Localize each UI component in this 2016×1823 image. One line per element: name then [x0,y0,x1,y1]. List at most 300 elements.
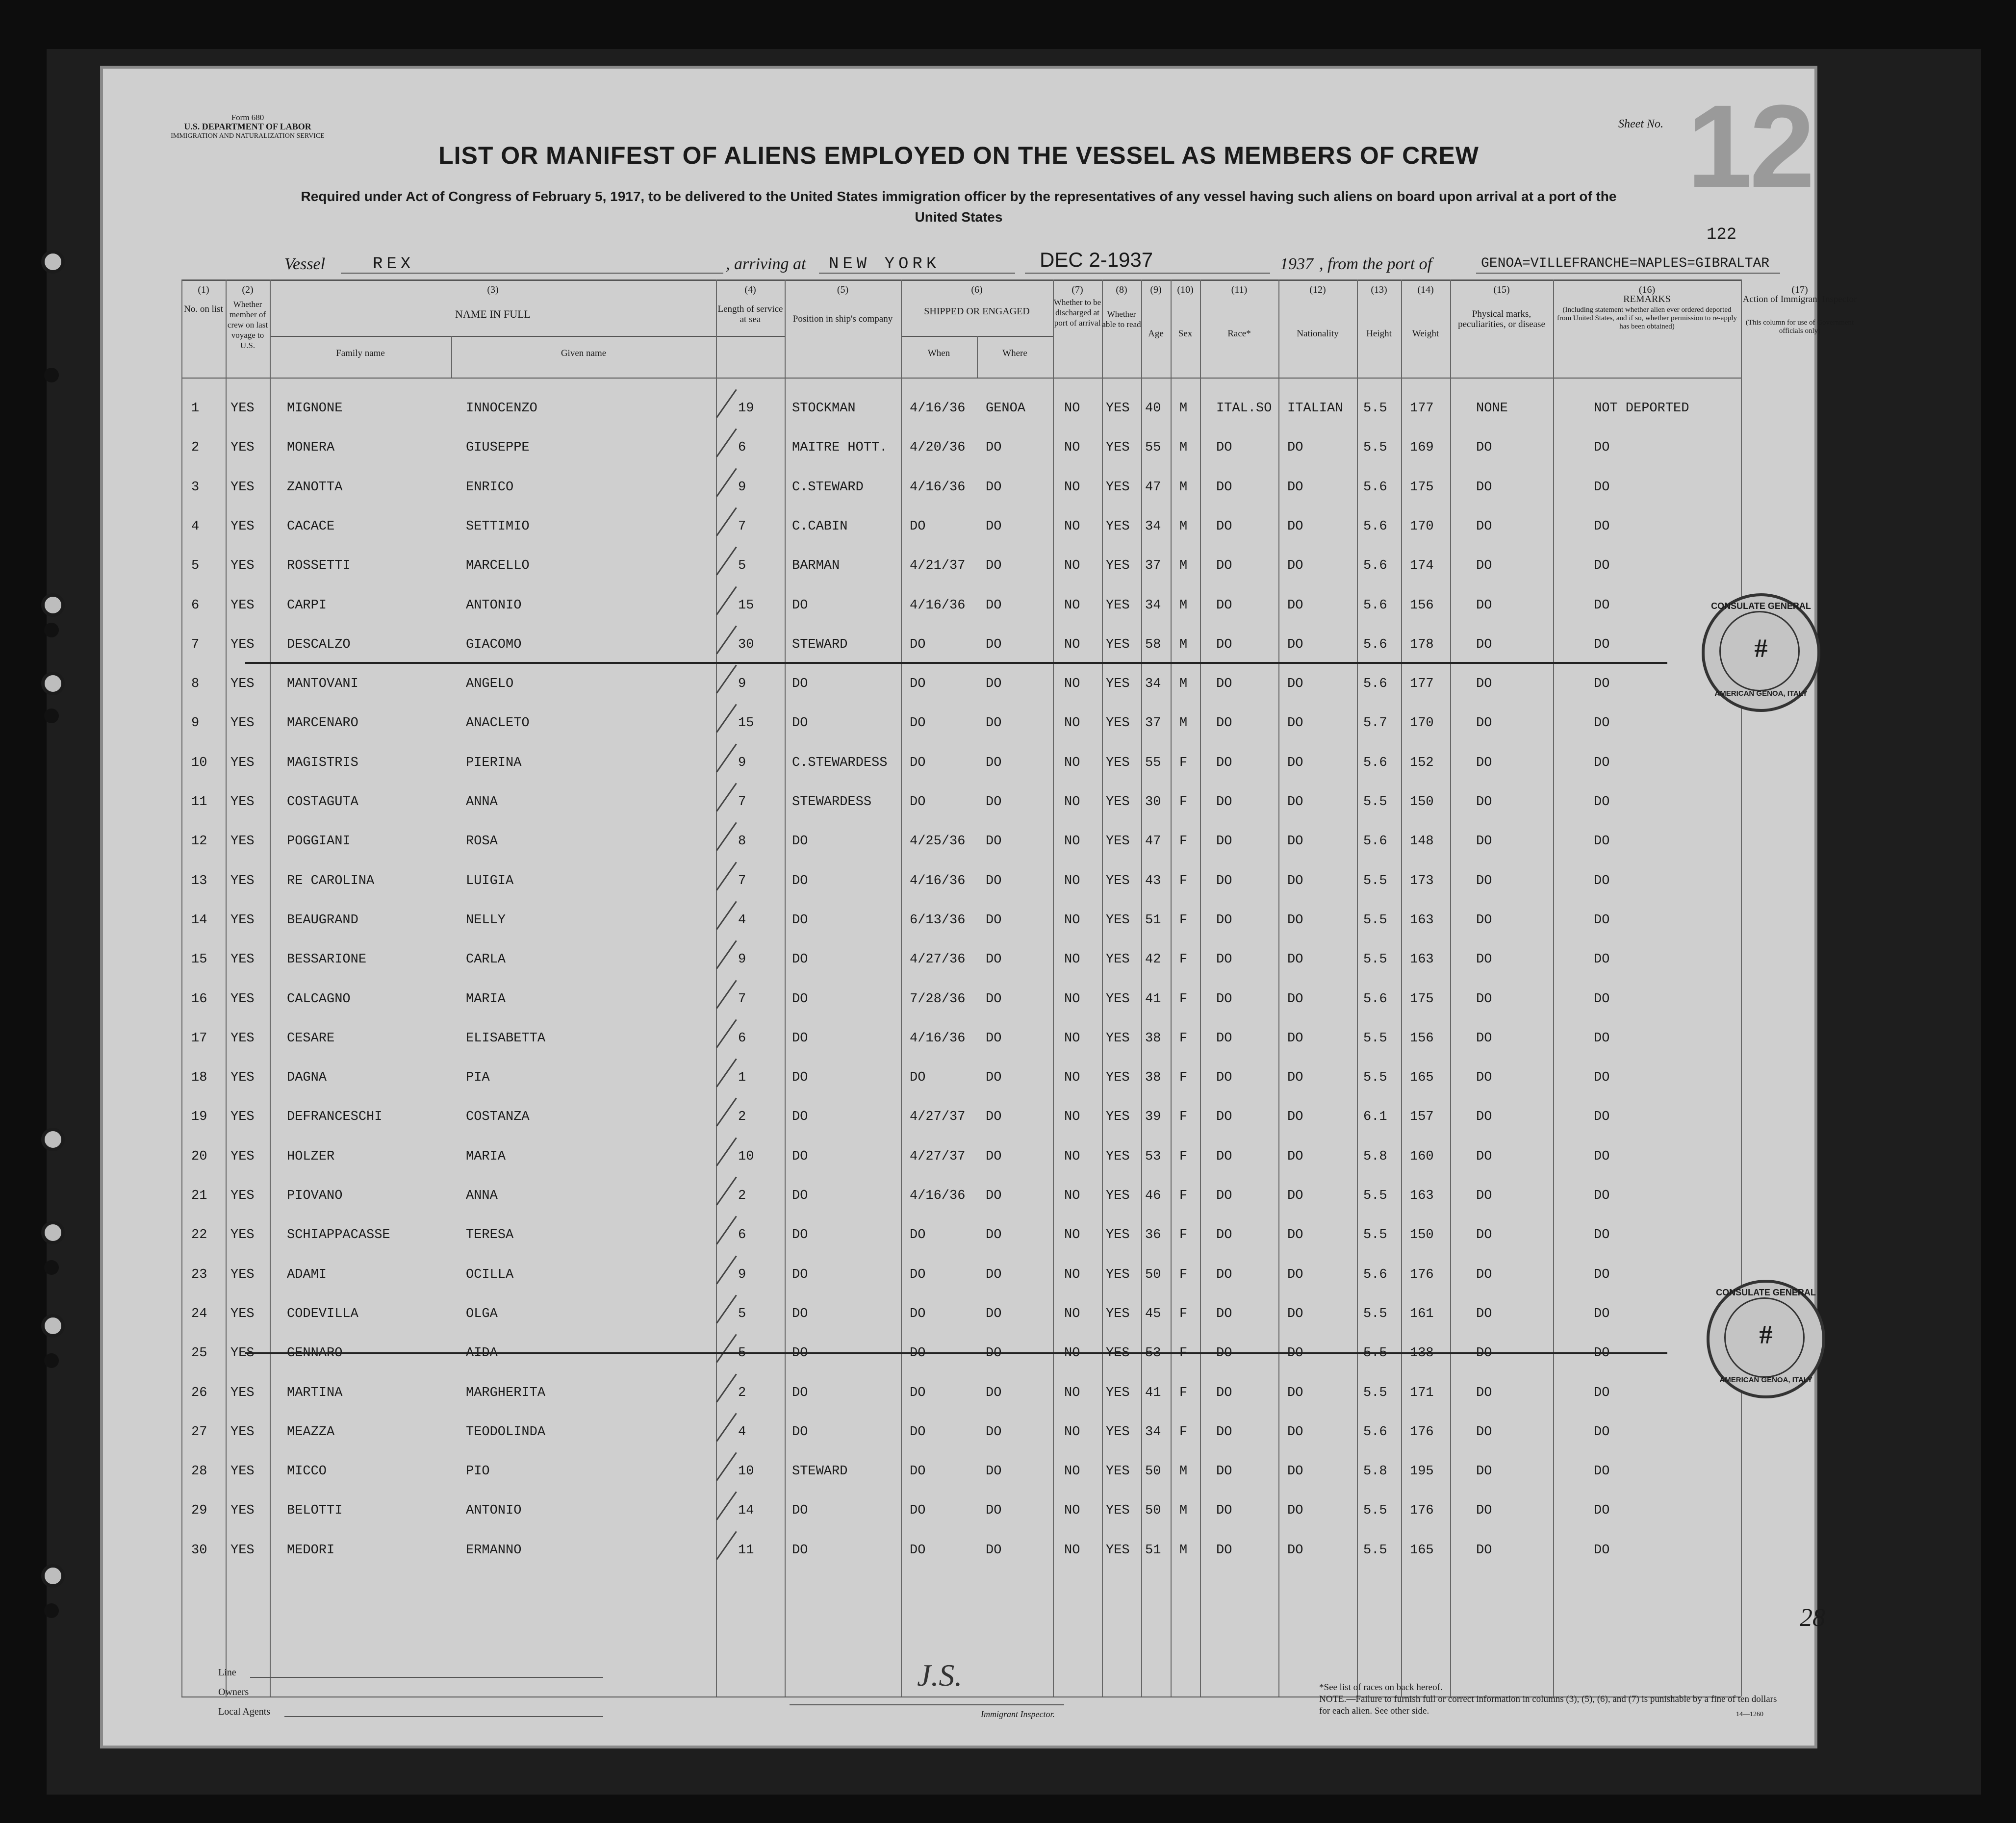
row-age: 41 [1145,1385,1161,1400]
row-family-name: RE CAROLINA [287,873,375,888]
row-read: YES [1106,401,1130,416]
row-read: YES [1106,716,1130,731]
row-race: DO [1216,1189,1232,1203]
row-when: DO [910,716,926,731]
row-family-name: MANTOVANI [287,677,358,692]
row-when: 4/20/36 [910,440,966,456]
row-age: 39 [1145,1110,1161,1125]
row-age: 41 [1145,991,1161,1007]
table-row [181,1464,1741,1503]
row-service: 6 [738,1228,746,1243]
row-remarks: DO [1594,480,1610,495]
row-when: DO [910,1464,926,1479]
row-given-name: AIDA [466,1346,498,1361]
row-number: 2 [191,440,200,456]
row-weight: 176 [1410,1267,1434,1282]
row-service: 10 [738,1464,754,1479]
row-nationality: DO [1287,716,1303,731]
row-height: 5.5 [1363,1070,1387,1086]
row-race: DO [1216,795,1232,810]
table-row [181,440,1741,480]
table-row [181,1503,1741,1543]
row-race: DO [1216,1424,1232,1440]
row-discharged: NO [1064,1031,1080,1046]
row-weight: 169 [1410,440,1434,456]
row-race: DO [1216,912,1232,928]
colnum-11: (11) [1231,284,1248,295]
row-family-name: GENNARO [287,1346,343,1361]
row-when: 6/13/36 [910,912,966,928]
row-race: DO [1216,1385,1232,1400]
row-read: YES [1106,991,1130,1007]
row-sex: F [1179,1070,1188,1086]
from-port-label: , from the port of [1319,255,1432,273]
row-where: DO [986,440,1002,456]
manifest-sheet [103,69,1857,1746]
row-number: 28 [191,1464,207,1479]
row-read: YES [1106,637,1130,652]
row-height: 5.6 [1363,519,1387,534]
row-position: BARMAN [792,558,840,574]
row-height: 5.6 [1363,1424,1387,1440]
row-service: 6 [738,1031,746,1046]
row-marks: DO [1476,716,1492,731]
row-service: 5 [738,1306,746,1321]
table-row [181,1031,1741,1070]
row-service: 4 [738,1424,746,1440]
row-position: DO [792,1228,808,1243]
row-remarks: DO [1594,677,1610,692]
row-where: DO [986,716,1002,731]
binder-hole [41,250,65,274]
row-age: 38 [1145,1031,1161,1046]
row-age: 40 [1145,401,1161,416]
row-age: 37 [1145,558,1161,574]
row-family-name: DESCALZO [287,637,351,652]
row-height: 5.5 [1363,1031,1387,1046]
row-discharged: NO [1064,834,1080,849]
department-name: U.S. DEPARTMENT OF LABOR [184,122,311,131]
row-sex: M [1179,480,1188,495]
row-sex: M [1179,519,1188,534]
colnum-8: (8) [1116,284,1127,295]
row-given-name: ANNA [466,1189,498,1203]
colnum-4: (4) [744,284,756,295]
stamp-text-top: CONSULATE GENERAL [1716,1288,1816,1297]
row-race: DO [1216,440,1232,456]
row-member: YES [230,1189,255,1203]
row-member: YES [230,912,255,928]
row-when: 4/16/36 [910,1031,966,1046]
row-member: YES [230,1543,255,1558]
row-position: DO [792,1385,808,1400]
row-number: 3 [191,480,200,495]
row-where: DO [986,558,1002,574]
row-service: 7 [738,991,746,1007]
line-label: Line [218,1667,236,1678]
row-nationality: DO [1287,480,1303,495]
row-remarks: DO [1594,1385,1610,1400]
row-height: 5.5 [1363,1503,1387,1519]
row-marks: DO [1476,598,1492,613]
row-service: 5 [738,558,746,574]
row-service: 11 [738,1543,754,1558]
row-given-name: OLGA [466,1306,498,1321]
row-given-name: ROSA [466,834,498,849]
row-position: DO [792,912,808,928]
row-number: 23 [191,1267,207,1282]
fine-note: NOTE.—Failure to furnish full or correct information in columns (3), (5), (6), and (7) is punishable by a fine of ten dollars for each alien. See other side. [1319,1694,1777,1716]
inspector-signature: J.S. [917,1658,963,1693]
row-member: YES [230,755,255,770]
check-mark [716,389,737,418]
row-age: 34 [1145,519,1161,534]
row-age: 34 [1145,1424,1161,1440]
row-weight: 165 [1410,1543,1434,1558]
row-service: 9 [738,1267,746,1282]
row-weight: 160 [1410,1149,1434,1164]
row-remarks: DO [1594,834,1610,849]
row-height: 5.6 [1363,598,1387,613]
row-discharged: NO [1064,716,1080,731]
table-row [181,1307,1741,1346]
row-height: 5.5 [1363,1306,1387,1321]
colnum-1: (1) [198,284,209,295]
row-marks: DO [1476,558,1492,574]
row-weight: 148 [1410,834,1434,849]
row-when: 4/27/37 [910,1149,966,1164]
row-family-name: CACACE [287,519,335,534]
row-marks: DO [1476,1267,1492,1282]
row-number: 9 [191,716,200,731]
header-remarks-note: (Including statement whether alien ever ordered deported from United States, and if so, whether permission to re-apply has been obtained) [1557,306,1737,330]
row-remarks: DO [1594,873,1610,888]
header-member-last-voyage: Whether member of crew on last voyage to U.S. [227,300,268,350]
sheet-number-label: Sheet No. [1618,118,1663,130]
row-discharged: NO [1064,1149,1080,1164]
header-no-on-list: No. on list [184,304,223,314]
row-number: 24 [191,1306,207,1321]
table-row [181,1070,1741,1110]
row-weight: 170 [1410,716,1434,731]
row-when: DO [910,519,926,534]
row-age: 55 [1145,440,1161,456]
row-when: DO [910,1385,926,1400]
row-remarks: DO [1594,912,1610,928]
row-number: 11 [191,795,207,810]
row-race: DO [1216,1464,1232,1479]
row-weight: 163 [1410,912,1434,928]
row-height: 5.5 [1363,912,1387,928]
row-given-name: COSTANZA [466,1110,530,1125]
row-read: YES [1106,1306,1130,1321]
row-height: 5.5 [1363,952,1387,967]
row-member: YES [230,991,255,1007]
binder-hole [41,1564,65,1588]
row-given-name: MARIA [466,1149,506,1164]
row-age: 55 [1145,755,1161,770]
row-age: 53 [1145,1149,1161,1164]
row-height: 5.6 [1363,991,1387,1007]
row-remarks: DO [1594,440,1610,456]
table-row [181,1110,1741,1149]
row-remarks: DO [1594,1346,1610,1361]
crew-table [181,279,1857,1696]
row-given-name: PIA [466,1070,490,1086]
row-when: 4/16/36 [910,598,966,613]
row-when: DO [910,1543,926,1558]
row-member: YES [230,637,255,652]
table-row [181,1149,1741,1189]
binder-hole [44,368,59,382]
row-read: YES [1106,1031,1130,1046]
row-race: DO [1216,1110,1232,1125]
row-when: DO [910,1070,926,1086]
row-read: YES [1106,480,1130,495]
row-remarks: DO [1594,1543,1610,1558]
row-discharged: NO [1064,598,1080,613]
row-nationality: DO [1287,558,1303,574]
row-nationality: DO [1287,677,1303,692]
row-height: 5.6 [1363,677,1387,692]
row-remarks: DO [1594,1267,1610,1282]
row-position: C.CABIN [792,519,848,534]
row-marks: DO [1476,834,1492,849]
row-family-name: DEFRANCESCHI [287,1110,383,1125]
table-row [181,598,1741,637]
row-discharged: NO [1064,991,1080,1007]
row-given-name: ERMANNO [466,1543,522,1558]
row-when: DO [910,677,926,692]
row-position: STEWARD [792,1464,848,1479]
row-number: 25 [191,1346,207,1361]
row-family-name: PIOVANO [287,1189,343,1203]
row-where: DO [986,755,1002,770]
row-weight: 177 [1410,401,1434,416]
row-service: 5 [738,1346,746,1361]
table-row [181,1425,1741,1464]
row-read: YES [1106,1149,1130,1164]
row-discharged: NO [1064,637,1080,652]
row-where: DO [986,519,1002,534]
row-discharged: NO [1064,1346,1080,1361]
service-name: IMMIGRATION AND NATURALIZATION SERVICE [171,132,325,140]
row-when: DO [910,755,926,770]
row-given-name: ANTONIO [466,1503,522,1519]
row-race: DO [1216,558,1232,574]
header-name-in-full: NAME IN FULL [455,308,531,320]
row-family-name: ZANOTTA [287,480,343,495]
agents-underline [284,1716,603,1717]
row-race: ITAL.SO [1216,401,1272,416]
row-weight: 177 [1410,677,1434,692]
stamp-text-top: CONSULATE GENERAL [1711,601,1811,611]
row-number: 18 [191,1070,207,1086]
row-nationality: DO [1287,440,1303,456]
row-weight: 138 [1410,1346,1434,1361]
row-number: 21 [191,1189,207,1203]
table-row [181,716,1741,755]
row-race: DO [1216,677,1232,692]
row-read: YES [1106,1346,1130,1361]
table-row [181,756,1741,795]
row-where: DO [986,1503,1002,1519]
row-race: DO [1216,834,1232,849]
row-nationality: DO [1287,1464,1303,1479]
header-race: Race* [1227,329,1251,339]
row-position: C.STEWARD [792,480,864,495]
row-race: DO [1216,637,1232,652]
row-number: 10 [191,755,207,770]
row-read: YES [1106,677,1130,692]
row-weight: 171 [1410,1385,1434,1400]
row-nationality: DO [1287,1267,1303,1282]
header-height: Height [1366,329,1392,339]
row-position: MAITRE HOTT. [792,440,888,456]
row-given-name: TEODOLINDA [466,1424,546,1440]
row-sex: F [1179,1346,1188,1361]
row-discharged: NO [1064,1306,1080,1321]
row-given-name: ANACLETO [466,716,530,731]
row-remarks: DO [1594,1503,1610,1519]
table-top-border [181,279,1741,281]
row-age: 58 [1145,637,1161,652]
row-remarks: DO [1594,1110,1610,1125]
row-height: 5.8 [1363,1149,1387,1164]
row-sex: F [1179,1424,1188,1440]
row-weight: 161 [1410,1306,1434,1321]
row-member: YES [230,1228,255,1243]
row-number: 17 [191,1031,207,1046]
row-number: 19 [191,1110,207,1125]
row-read: YES [1106,952,1130,967]
row-service: 7 [738,795,746,810]
row-nationality: DO [1287,1503,1303,1519]
row-when: DO [910,1503,926,1519]
row-family-name: POGGIANI [287,834,351,849]
margin-note: 28 [1800,1604,1825,1632]
row-number: 1 [191,401,200,416]
row-remarks: DO [1594,795,1610,810]
consulate-stamp [1702,593,1820,712]
row-marks: DO [1476,1228,1492,1243]
binder-hole [44,1260,59,1275]
row-number: 16 [191,991,207,1007]
vessel-label: Vessel [284,255,326,273]
row-nationality: DO [1287,598,1303,613]
row-family-name: BEAUGRAND [287,912,358,928]
table-row [181,992,1741,1031]
colnum-14: (14) [1417,284,1434,295]
row-when: DO [910,1267,926,1282]
row-family-name: SCHIAPPACASSE [287,1228,390,1243]
row-remarks: DO [1594,1031,1610,1046]
row-remarks: DO [1594,716,1610,731]
row-discharged: NO [1064,755,1080,770]
row-sex: M [1179,716,1188,731]
row-race: DO [1216,1031,1232,1046]
row-nationality: DO [1287,1070,1303,1086]
row-remarks: DO [1594,1070,1610,1086]
row-height: 5.5 [1363,401,1387,416]
binder-hole [41,1221,65,1244]
row-where: DO [986,1306,1002,1321]
row-discharged: NO [1064,1503,1080,1519]
row-discharged: NO [1064,401,1080,416]
row-family-name: CODEVILLA [287,1306,358,1321]
row-sex: F [1179,1228,1188,1243]
row-race: DO [1216,755,1232,770]
row-nationality: DO [1287,1346,1303,1361]
row-read: YES [1106,1503,1130,1519]
row-height: 5.6 [1363,480,1387,495]
row-position: DO [792,1031,808,1046]
row-age: 38 [1145,1070,1161,1086]
row-where: DO [986,1464,1002,1479]
colnum-6: (6) [971,284,983,295]
row-race: DO [1216,1070,1232,1086]
departure-underline [1476,273,1780,274]
header-bottom-border [181,378,1741,379]
row-where: DO [986,677,1002,692]
row-given-name: INNOCENZO [466,401,537,416]
row-when: DO [910,637,926,652]
row-service: 10 [738,1149,754,1164]
row-nationality: DO [1287,912,1303,928]
row-discharged: NO [1064,873,1080,888]
row-age: 46 [1145,1189,1161,1203]
header-discharged: Whether to be discharged at port of arrival [1053,298,1101,328]
row-where: DO [986,1346,1002,1361]
strike-row-5 [245,662,1667,664]
row-nationality: DO [1287,873,1303,888]
row-race: DO [1216,598,1232,613]
row-sex: F [1179,1306,1188,1321]
row-given-name: TERESA [466,1228,514,1243]
row-marks: DO [1476,1385,1492,1400]
row-read: YES [1106,598,1130,613]
header-action: Action of Immigrant Inspector [1742,294,1857,304]
row-marks: DO [1476,440,1492,456]
row-position: STEWARD [792,637,848,652]
row-sex: F [1179,991,1188,1007]
row-when: 7/28/36 [910,991,966,1007]
row-marks: NONE [1476,401,1508,416]
form-number: Form 680 [231,113,264,122]
row-discharged: NO [1064,440,1080,456]
row-where: DO [986,873,1002,888]
row-family-name: BESSARIONE [287,952,367,967]
row-height: 5.6 [1363,755,1387,770]
stamp-emblem: # [1759,1320,1773,1349]
table-row [181,1543,1741,1582]
row-family-name: COSTAGUTA [287,795,358,810]
row-family-name: MARTINA [287,1385,343,1400]
row-member: YES [230,834,255,849]
date-underline [1025,273,1270,274]
row-discharged: NO [1064,1189,1080,1203]
colnum-9: (9) [1150,284,1162,295]
header-when: When [927,348,950,358]
row-age: 50 [1145,1464,1161,1479]
row-remarks: DO [1594,598,1610,613]
sheet-number: 12 [1687,80,1812,212]
row-sex: M [1179,598,1188,613]
row-read: YES [1106,1189,1130,1203]
row-discharged: NO [1064,1110,1080,1125]
colnum-17: (17) [1791,284,1808,295]
row-remarks: DO [1594,637,1610,652]
